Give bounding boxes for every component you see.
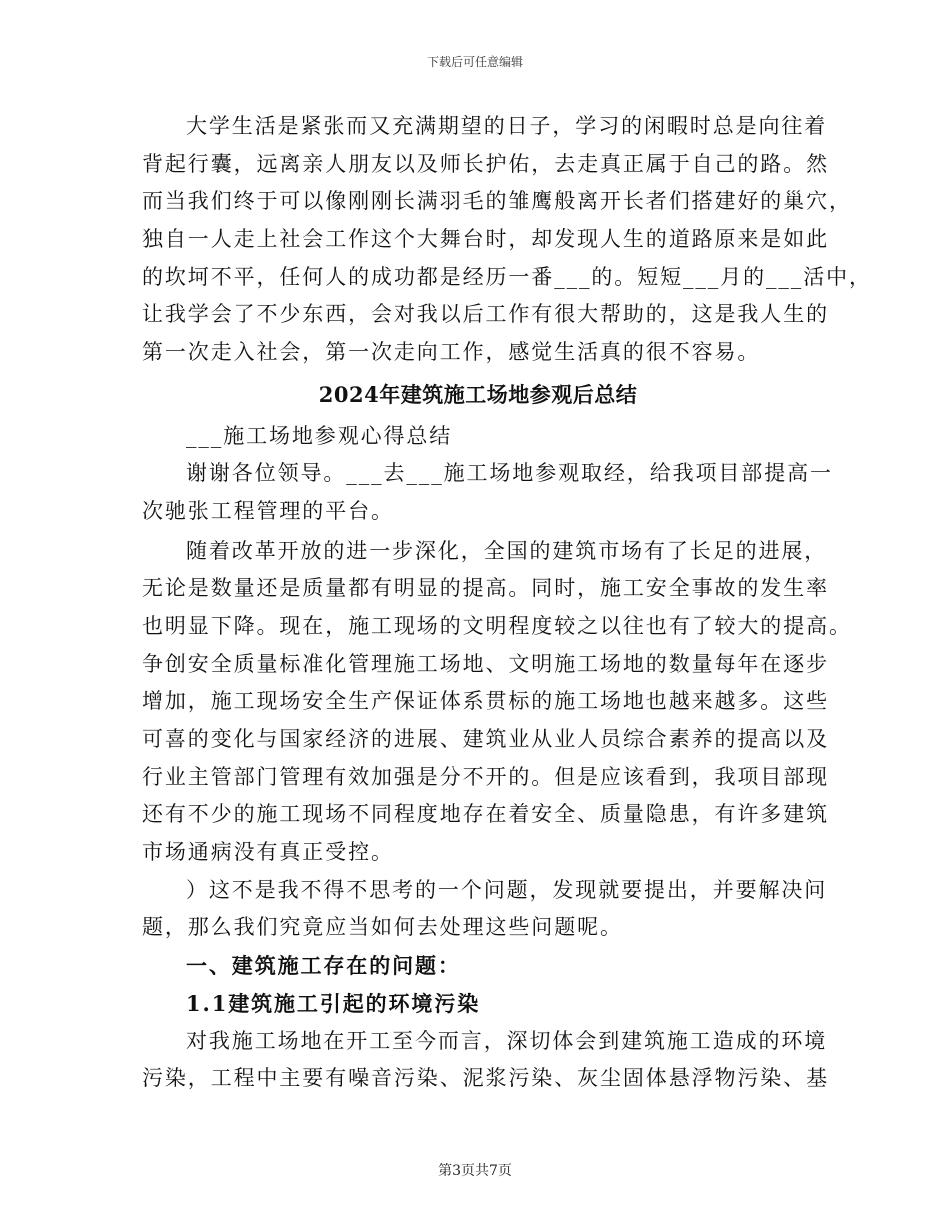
paragraph-line: 也明显下降。现在，施工现场的文明程度较之以往也有了较大的提高。 xyxy=(142,613,852,638)
paragraph-line: 题，那么我们究竟应当如何去处理这些问题呢。 xyxy=(142,915,623,940)
paragraph-line: 谢谢各位领导。___去___施工场地参观取经，给我项目部提高一 xyxy=(186,461,833,486)
paragraph-line: 独自一人走上社会工作这个大舞台时，却发现人生的道路原来是如此 xyxy=(142,227,829,252)
section-heading: 一、建筑施工存在的问题： xyxy=(186,953,461,979)
subsection-heading: 1.1建筑施工引起的环境污染 xyxy=(186,990,481,1016)
paragraph-line: 争创安全质量标准化管理施工场地、文明施工场地的数量每年在逐步 xyxy=(142,651,829,676)
page-number: 第3页共7页 xyxy=(438,1163,512,1179)
paragraph-line: 市场通病没有真正受控。 xyxy=(142,840,394,865)
subtitle: ___施工场地参观心得总结 xyxy=(186,423,453,448)
paragraph-line: 污染，工程中主要有噪音污染、泥浆污染、灰尘固体悬浮物污染、基 xyxy=(142,1066,829,1091)
paragraph-line: 背起行囊，远离亲人朋友以及师长护佑，去走真正属于自己的路。然 xyxy=(142,151,829,176)
paragraph-line: 可喜的变化与国家经济的进展、建筑业从业人员综合素养的提高以及 xyxy=(142,727,829,751)
paragraph-line: 无论是数量还是质量都有明显的提高。同时，施工安全事故的发生率 xyxy=(142,576,829,601)
paragraph-line: 增加，施工现场安全生产保证体系贯标的施工场地也越来越多。这些 xyxy=(142,689,829,714)
paragraph-line: 而当我们终于可以像刚刚长满羽毛的雏鹰般离开长者们搭建好的巢穴， xyxy=(142,189,852,214)
paragraph-line: 对我施工场地在开工至今而言，深切体会到建筑施工造成的环境 xyxy=(186,1028,828,1053)
paragraph-line: 大学生活是紧张而又充满期望的日子，学习的闲暇时总是向往着 xyxy=(186,114,828,138)
page-header: 下载后可任意编辑 xyxy=(426,55,523,69)
document-body xyxy=(142,108,872,1098)
paragraph-line: ）这不是我不得不思考的一个问题，发现就要提出，并要解决问 xyxy=(186,877,828,902)
paragraph-line: 的坎坷不平，任何人的成功都是经历一番___的。短短___月的___活中， xyxy=(142,264,872,289)
paragraph-line: 让我学会了不少东西，会对我以后工作有很大帮助的，这是我人生的 xyxy=(142,302,829,327)
paragraph-line: 行业主管部门管理有效加强是分不开的。但是应该看到，我项目部现 xyxy=(142,764,829,789)
paragraph-line: 还有不少的施工现场不同程度地存在着安全、质量隐患，有许多建筑 xyxy=(142,802,829,827)
paragraph-line: 第一次走入社会，第一次走向工作，感觉生活真的很不容易。 xyxy=(142,340,761,365)
document-title: 2024年建筑施工场地参观后总结 xyxy=(318,381,638,407)
paragraph-line: 随着改革开放的进一步深化，全国的建筑市场有了长足的进展， xyxy=(186,538,828,563)
paragraph-line: 次驰张工程管理的平台。 xyxy=(142,498,394,523)
